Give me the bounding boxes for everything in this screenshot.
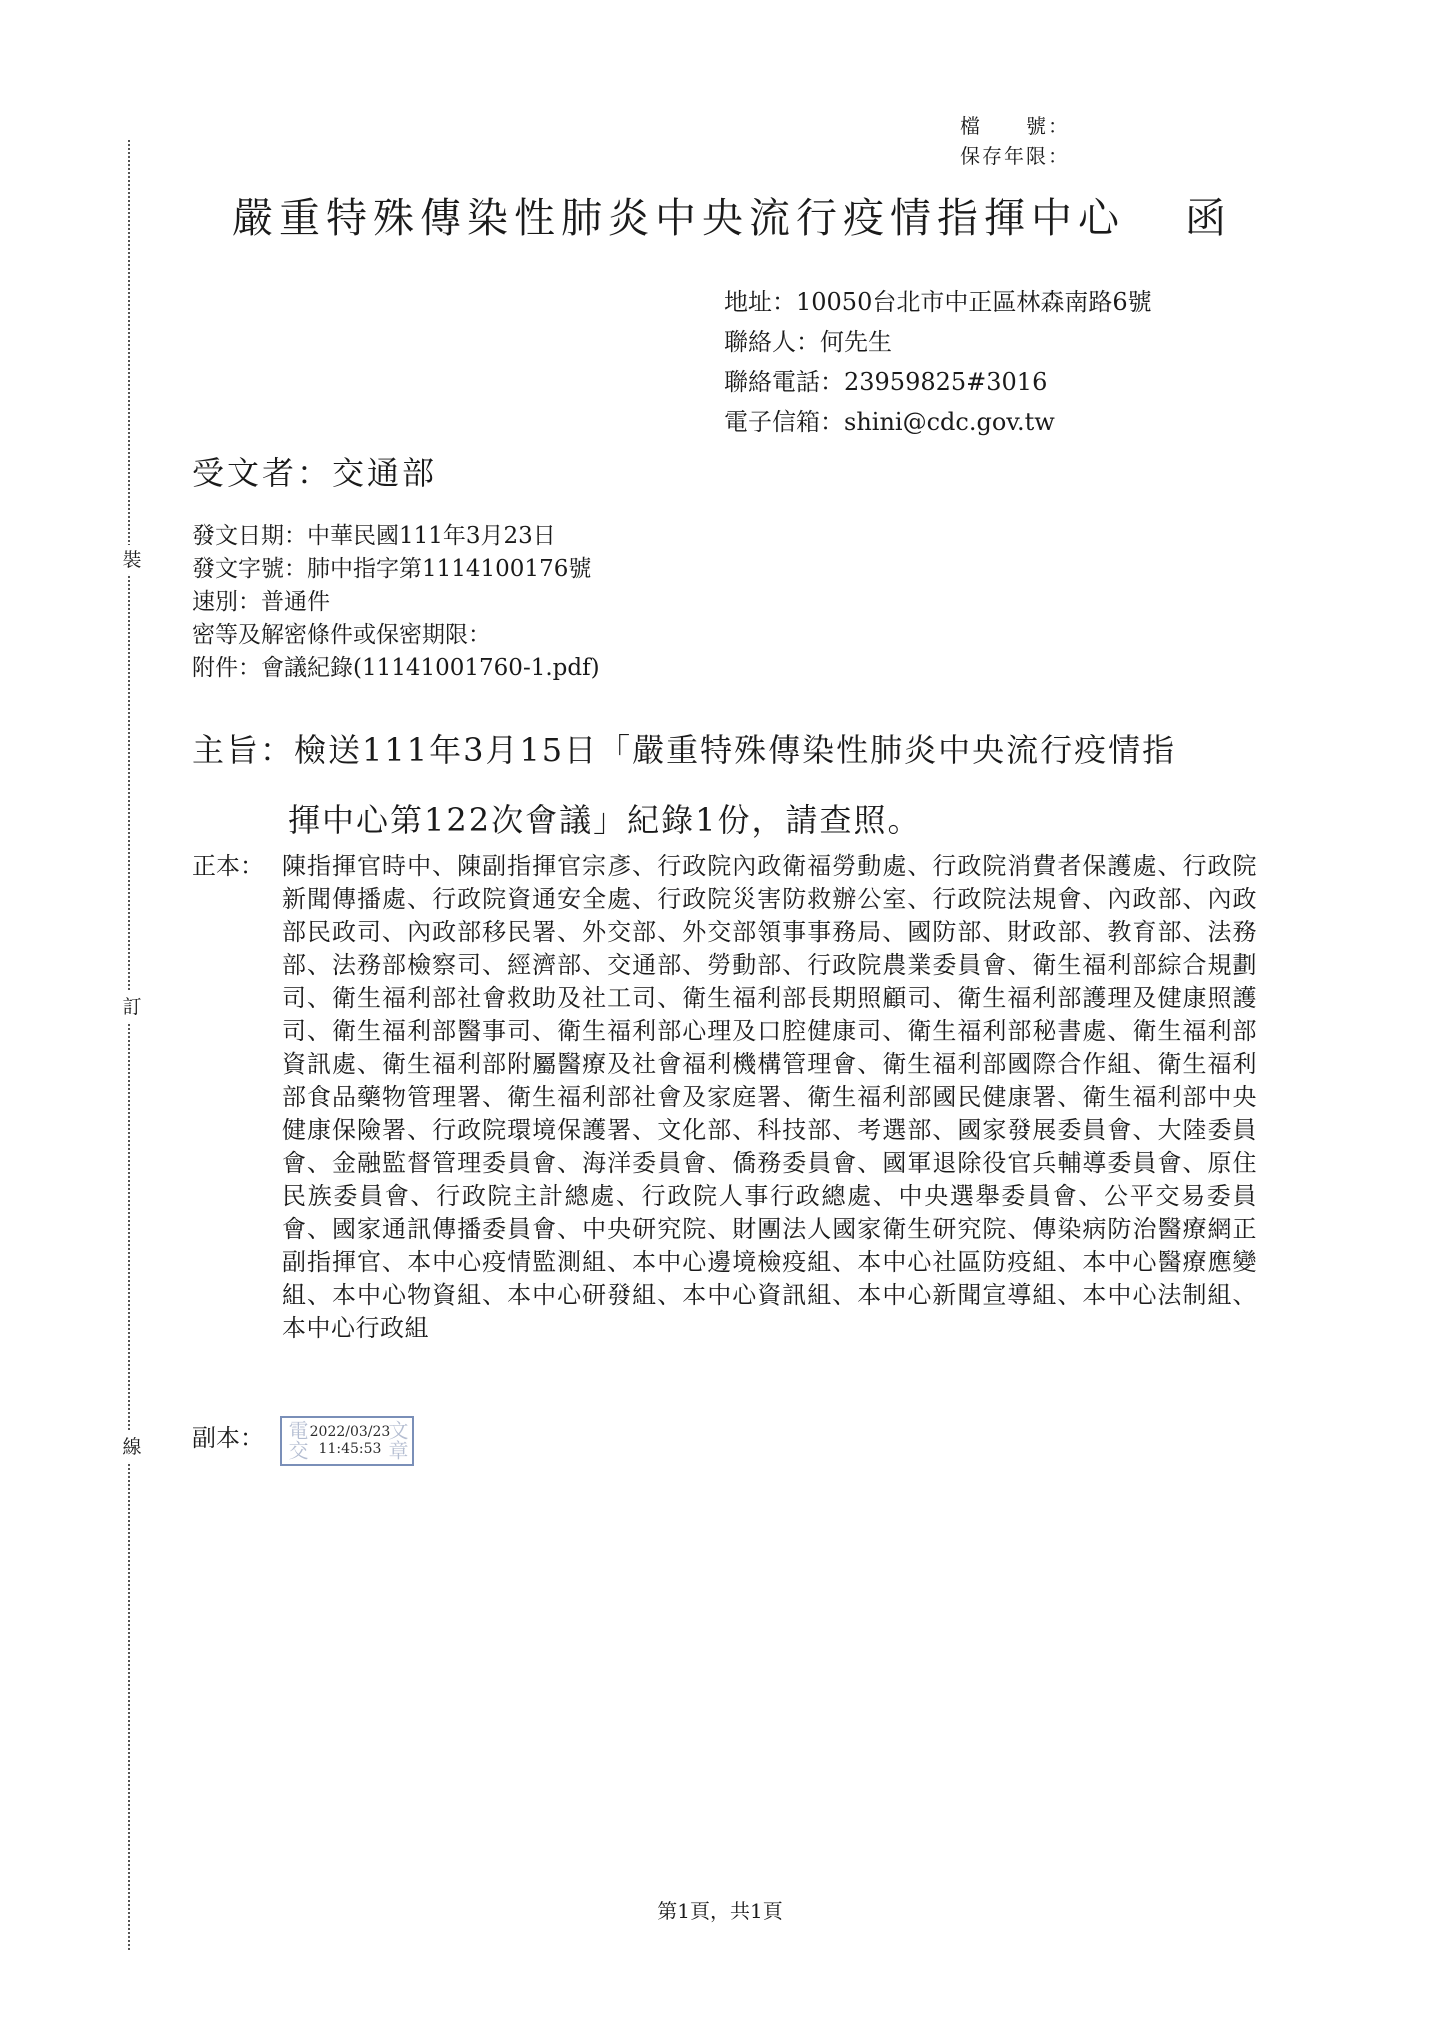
seal-left-text: 電交 [285, 1420, 309, 1460]
seal-date: 2022/03/23 [309, 1424, 391, 1440]
subject-line-2: 揮中心第122次會議」紀錄1份，請查照。 [288, 801, 922, 839]
dispatch-date: 發文日期：中華民國111年3月23日 [192, 523, 556, 549]
subject-line-1: 主旨：檢送111年3月15日「嚴重特殊傳染性肺炎中央流行疫情指 [192, 731, 1177, 769]
binding-mark-xian: 線 [120, 1432, 144, 1462]
seal-right-text: 文章 [385, 1420, 409, 1460]
dispatch-speed: 速別：普通件 [192, 589, 330, 615]
contact-person: 聯絡人：何先生 [724, 328, 892, 356]
contact-block [724, 282, 1152, 442]
electronic-seal [280, 1416, 414, 1466]
binding-line [128, 140, 130, 1950]
distribution-label: 正本： [192, 852, 264, 880]
contact-phone: 聯絡電話：23959825#3016 [724, 368, 1048, 396]
contact-address: 地址：10050台北市中正區林森南路6號 [724, 288, 1152, 316]
copy-label: 副本： [192, 1424, 264, 1452]
retention-label: 保存年限： [960, 144, 1070, 168]
subject [192, 715, 1252, 855]
attachment: 附件：會議紀錄(11141001760-1.pdf) [192, 655, 600, 681]
binding-mark-zhuang: 裝 [120, 545, 144, 575]
document-type: 函 [1185, 194, 1232, 242]
contact-email: 電子信箱：shini@cdc.gov.tw [724, 408, 1055, 436]
issuing-organization: 嚴重特殊傳染性肺炎中央流行疫情指揮中心 [232, 194, 1125, 242]
page-number: 第1頁，共1頁 [657, 1899, 783, 1923]
document-title [232, 190, 1232, 246]
dispatch-number: 發文字號：肺中指字第1114100176號 [192, 556, 592, 582]
distribution [192, 850, 1262, 1345]
distribution-list: 陳指揮官時中、陳副指揮官宗彥、行政院內政衛福勞動處、行政院消費者保護處、行政院新聞傳播處、行政院資通安全處、行政院災害防救辦公室、行政院法規會、內政部、內政部民政司、內政部移民署、外交部、外交部領事事務局、國防部、財政部、教育部、法務部、法務部檢察司、經濟部、交通部、勞動部、行政院農業委員會、衛生福利部綜合規劃司、衛生福利部社會救助及社工司、衛生福利部長期照顧司、衛生福利部護理及健康照護司、衛生福利部醫事司、衛生福利部心理及口腔健康司、衛生福利部秘書處、衛生福利部資訊處、衛生福利部附屬醫療及社會福利機構管理會、衛生福利部國際合作組、衛生福利部食品藥物管理署、衛生福利部社會及家庭署、衛生福利部國民健康署、衛生福利部中央健康保險署、行政院環境保護署、文化部、科技部、考選部、國家發展委員會、大陸委員會、金融監督管理委員會、海洋委員會、僑務委員會、國軍退除役官兵輔導委員會、原住民族委員會、行政院主計總處、行政院人事行政總處、中央選舉委員會、公平交易委員會、國家通訊傳播委員會、中央研究院、財團法人國家衛生研究院、傳染病防治醫療網正副指揮官、本中心疫情監測組、本中心邊境檢疫組、本中心社區防疫組、本中心醫療應變組、本中心物資組、本中心研發組、本中心資訊組、本中心新聞宣導組、本中心法制組、本中心行政組 [282, 852, 1257, 1342]
recipient: 受文者：交通部 [192, 454, 438, 492]
file-number-label: 檔 號： [960, 114, 1070, 138]
seal-time: 11:45:53 [318, 1441, 382, 1457]
secrecy-level: 密等及解密條件或保密期限： [192, 622, 491, 648]
binding-mark-ding: 訂 [120, 992, 144, 1022]
dispatch-info [192, 520, 600, 685]
